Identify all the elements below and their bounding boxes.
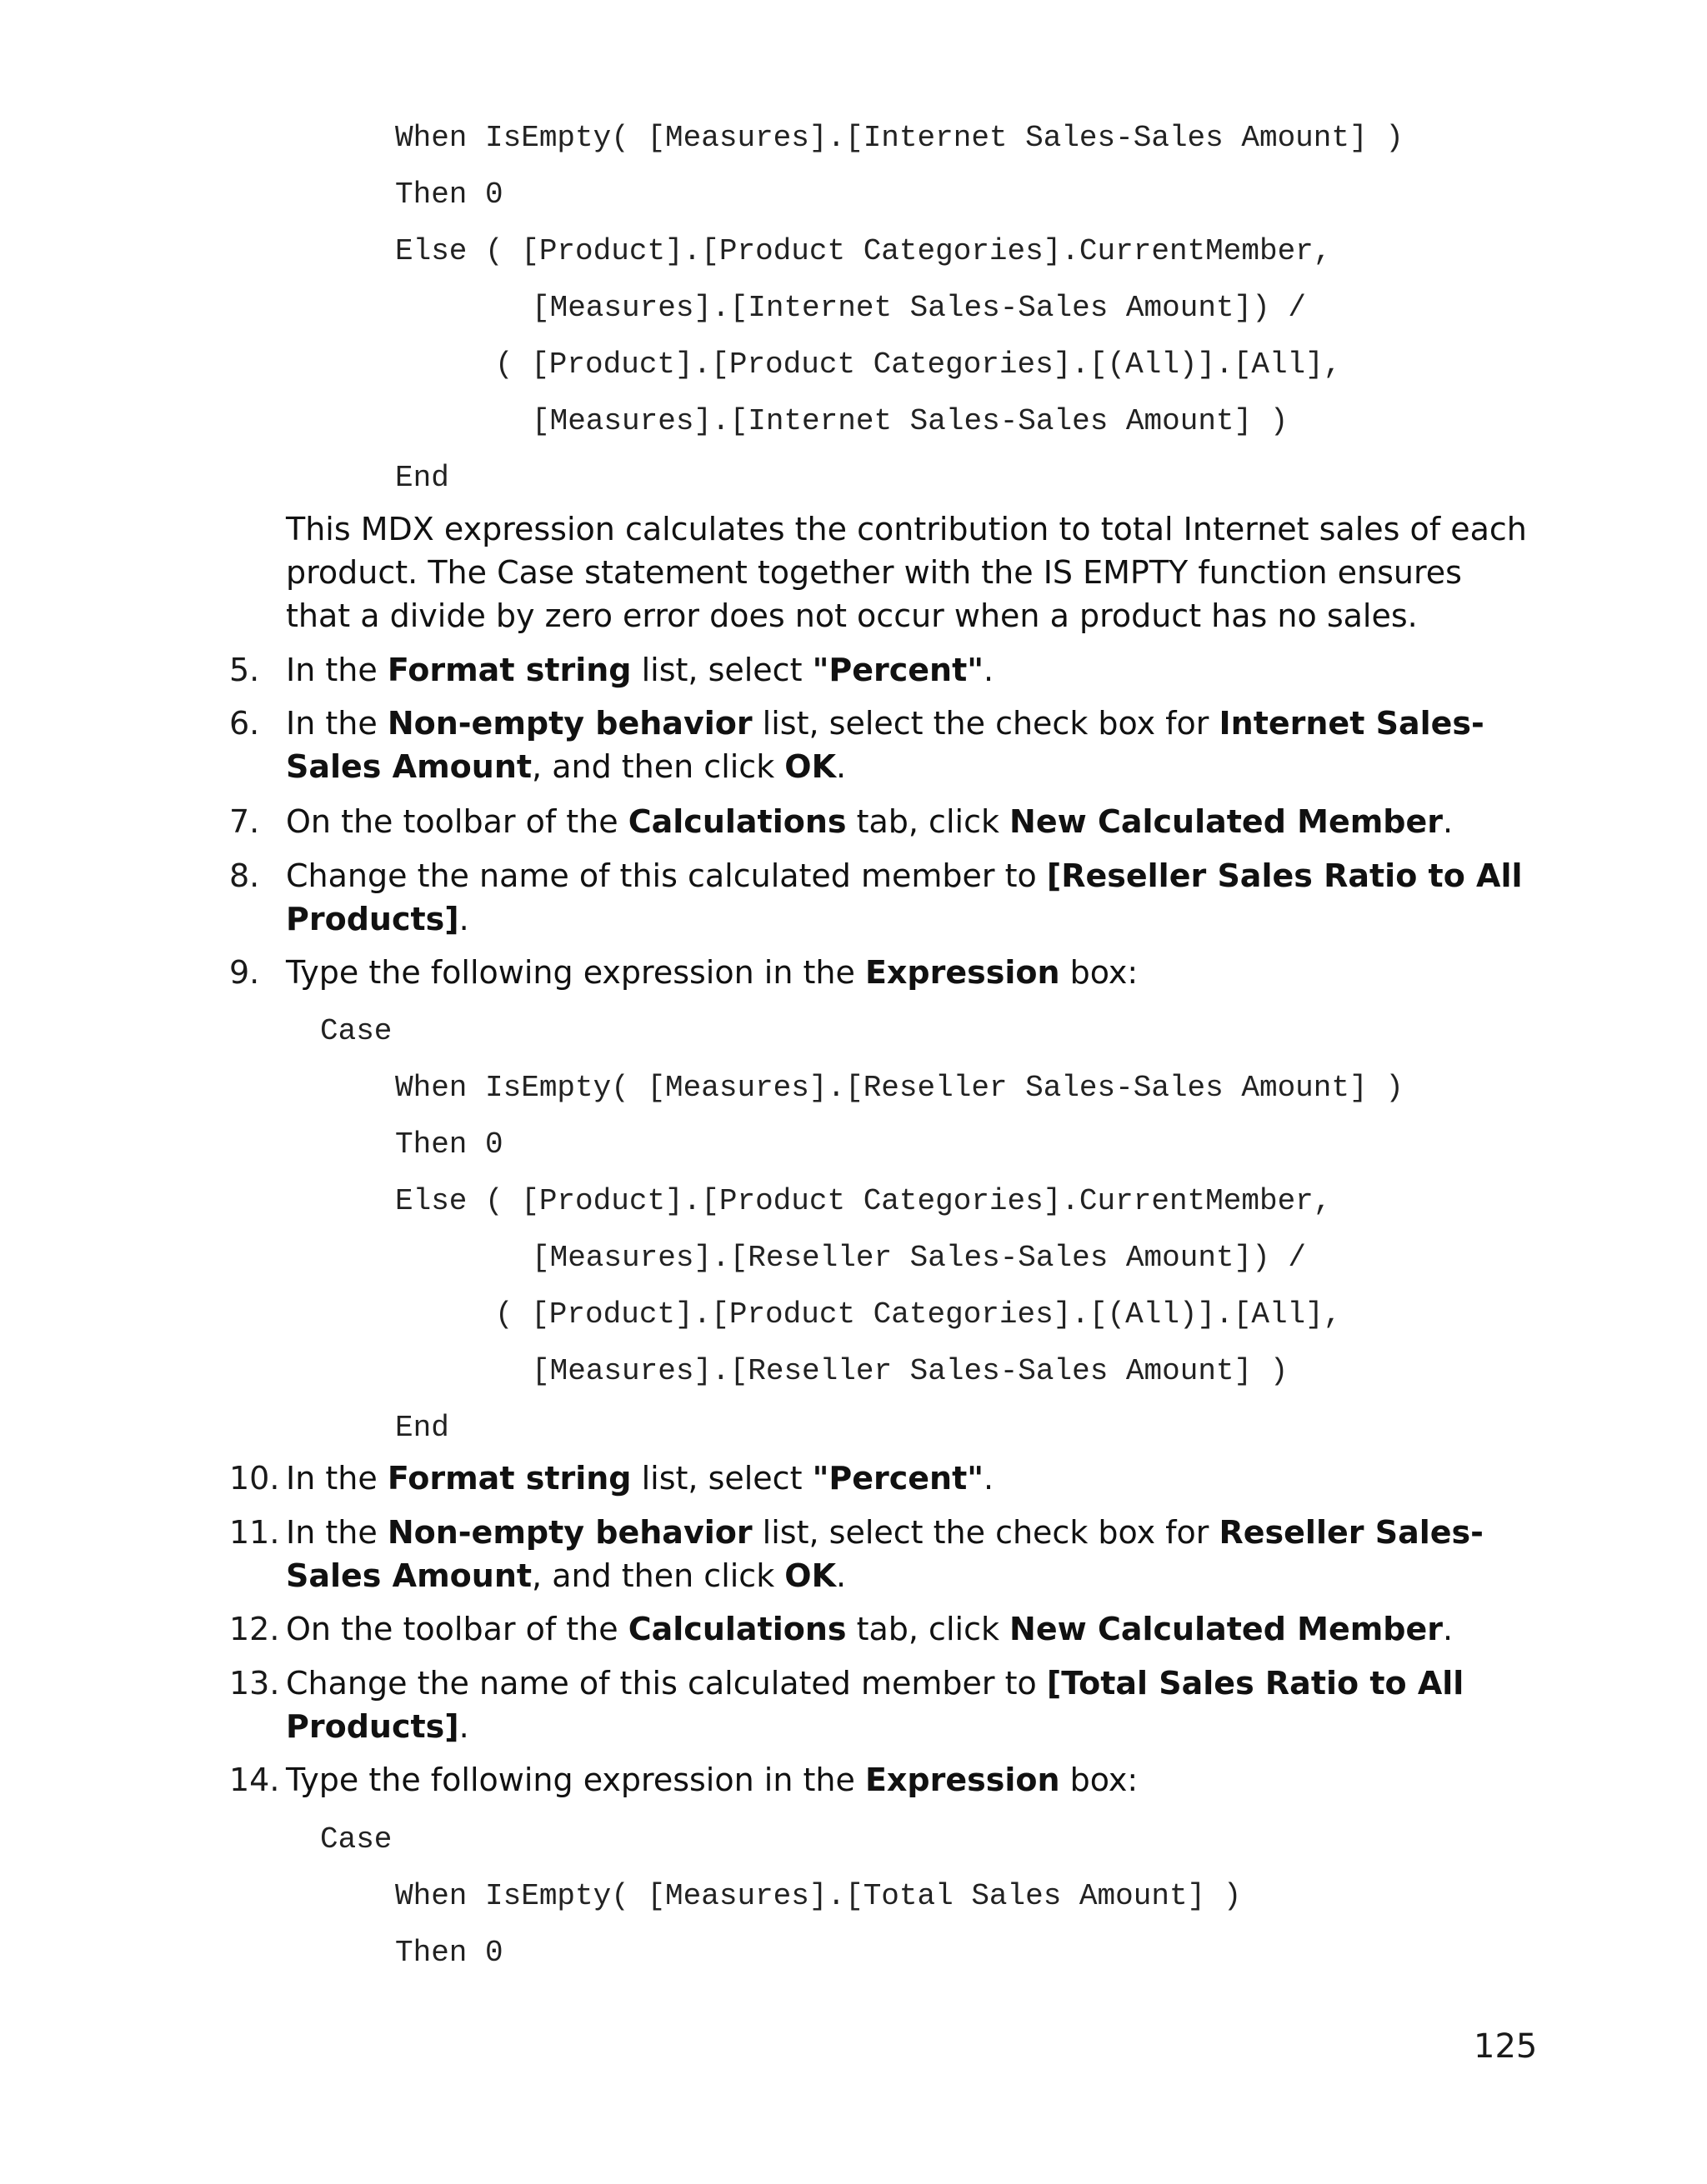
code-line: When IsEmpty( [Measures].[Reseller Sales-Sales Amount] ) (395, 1071, 1404, 1105)
step-text-run: Change the name of this calculated member to (286, 1665, 1047, 1702)
step-bold-term: Format string (387, 652, 632, 688)
step-text-run: On the toolbar of the (286, 1611, 628, 1647)
step-bold-term: [Reseller Sales Ratio to All Products] (286, 857, 1523, 937)
code-line: Case (320, 1014, 393, 1048)
step-bold-term: Reseller Sales-Sales Amount (286, 1514, 1484, 1594)
step-text-run: . (1443, 803, 1454, 840)
step-number: 13. (229, 1665, 280, 1702)
step-text-run: , and then click (532, 748, 785, 785)
step-text-run: . (836, 748, 847, 785)
code-line: End (395, 461, 449, 495)
step-text-run: In the (286, 705, 388, 742)
step-text (286, 1457, 1536, 1500)
step-text-run: list, select (631, 652, 813, 688)
code-line: When IsEmpty( [Measures].[Total Sales Amount] ) (395, 1879, 1242, 1913)
step-number: 11. (229, 1514, 280, 1551)
step-text (286, 1662, 1536, 1748)
step-bold-term: OK (784, 748, 837, 785)
step-number: 8. (229, 857, 260, 894)
code-line: Then 0 (395, 1936, 503, 1970)
step-bold-term: Expression (864, 954, 1060, 991)
step-number: 5. (229, 652, 260, 688)
step-text-run: . (458, 1708, 469, 1745)
step-text-run: list, select the check box for (752, 1514, 1219, 1551)
step-text (286, 648, 1536, 692)
code-line: Else ( [Product].[Product Categories].CurrentMember, (395, 1184, 1332, 1218)
page-number: 125 (1474, 2027, 1538, 2066)
step-text-run: In the (286, 652, 388, 688)
step-text-run: list, select the check box for (752, 705, 1219, 742)
code-line: End (395, 1411, 449, 1445)
step-text-run: tab, click (846, 803, 1010, 840)
step-bold-term: New Calculated Member (1009, 803, 1444, 840)
step-text-run: Type the following expression in the (286, 954, 865, 991)
step-text-run: On the toolbar of the (286, 803, 628, 840)
step-bold-term: [Total Sales Ratio to All Products] (286, 1665, 1464, 1745)
step-text-run: . (836, 1557, 847, 1594)
step-bold-term: OK (784, 1557, 837, 1594)
step-bold-term: Calculations (628, 1611, 847, 1647)
code-line: [Measures].[Internet Sales-Sales Amount]) / (532, 291, 1306, 325)
step-text-run: In the (286, 1460, 388, 1497)
step-bold-term: Format string (387, 1460, 632, 1497)
step-bold-term: Calculations (628, 803, 847, 840)
code-line: Else ( [Product].[Product Categories].CurrentMember, (395, 234, 1332, 268)
code-line: When IsEmpty( [Measures].[Internet Sales-Sales Amount] ) (395, 121, 1404, 155)
step-text-run: list, select (631, 1460, 813, 1497)
step-number: 9. (229, 954, 260, 991)
step-bold-term: New Calculated Member (1009, 1611, 1444, 1647)
step-bold-term: Internet Sales-Sales Amount (286, 705, 1484, 785)
code-line: ( [Product].[Product Categories].[(All)].[All], (495, 1297, 1342, 1332)
step-text-run: box: (1059, 1762, 1139, 1798)
step-text-run: Change the name of this calculated member to (286, 857, 1047, 894)
step-text-run: Type the following expression in the (286, 1762, 865, 1798)
step-number: 7. (229, 803, 260, 840)
step-number: 12. (229, 1611, 280, 1647)
step-text-run: . (984, 652, 994, 688)
step-text-run: . (458, 901, 469, 937)
step-bold-term: "Percent" (812, 652, 984, 688)
step-text-run: , and then click (532, 1557, 785, 1594)
step-bold-term: "Percent" (812, 1460, 984, 1497)
step-text (286, 800, 1536, 843)
step-bold-term: Non-empty behavior (387, 1514, 753, 1551)
explanation-paragraph: This MDX expression calculates the contribution to total Internet sales of each product. The Case statement together with the IS EMPTY function ensures that a divide by zero error does not occur when a product has no sales. (286, 511, 1527, 634)
step-text (286, 702, 1536, 788)
step-text-run: . (984, 1460, 994, 1497)
step-text (286, 1607, 1536, 1651)
code-line: Case (320, 1822, 393, 1857)
step-number: 10. (229, 1460, 280, 1497)
step-text-run: . (1443, 1611, 1454, 1647)
step-text (286, 854, 1536, 941)
step-text (286, 951, 1536, 994)
step-text (286, 1511, 1536, 1597)
code-line: Then 0 (395, 177, 503, 212)
step-bold-term: Expression (864, 1762, 1060, 1798)
step-number: 14. (229, 1762, 280, 1798)
step-number: 6. (229, 705, 260, 742)
code-line: Then 0 (395, 1127, 503, 1162)
code-line: [Measures].[Reseller Sales-Sales Amount] ) (532, 1354, 1289, 1388)
step-text-run: box: (1059, 954, 1139, 991)
code-line: [Measures].[Reseller Sales-Sales Amount]) / (532, 1241, 1306, 1275)
code-line: [Measures].[Internet Sales-Sales Amount] ) (532, 404, 1289, 438)
step-bold-term: Non-empty behavior (387, 705, 753, 742)
step-text (286, 1758, 1536, 1802)
step-text-run: In the (286, 1514, 388, 1551)
step-text-run: tab, click (846, 1611, 1010, 1647)
code-line: ( [Product].[Product Categories].[(All)].[All], (495, 347, 1342, 382)
